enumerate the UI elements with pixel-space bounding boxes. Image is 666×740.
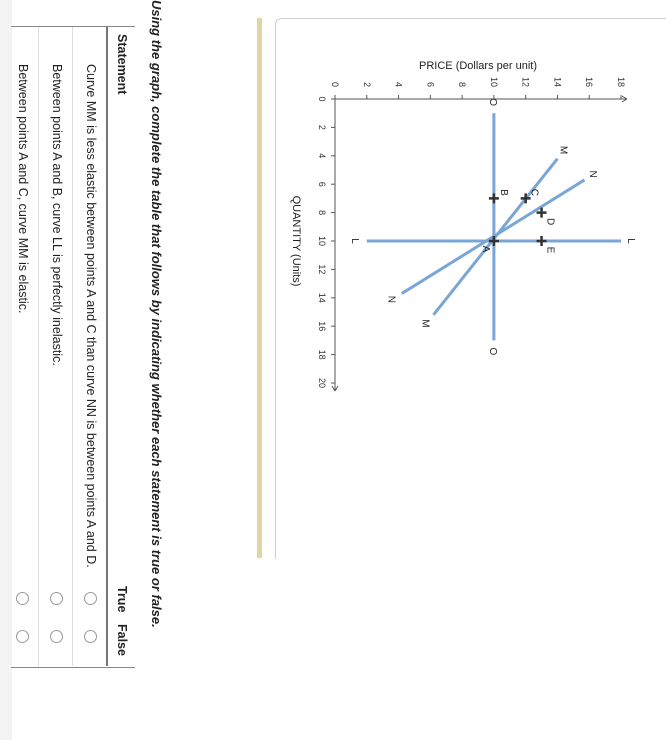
table-header — [106, 26, 135, 666]
curve-label: M — [419, 319, 431, 328]
instruction-text: Using the graph, complete the table that follows by indicating whether each statement is true or false. — [149, 0, 164, 628]
statement-text: Between points A and B, curve LL is perfectly inelastic. — [50, 64, 64, 366]
x-axis-label: QUANTITY (Units) — [290, 195, 302, 287]
curve-label: N — [586, 170, 598, 178]
point-label: C — [528, 188, 540, 197]
point-marker — [537, 236, 547, 246]
y-tick-label: 2 — [361, 81, 372, 87]
x-tick-label: 0 — [317, 96, 327, 102]
y-tick-label: 16 — [584, 76, 595, 87]
y-tick-label: 4 — [393, 81, 404, 87]
x-tick-label: 20 — [317, 377, 327, 389]
statement-text: Curve MM is less elastic between points A and C than curve NN is between points A and D. — [84, 64, 98, 568]
curve-label: N — [385, 295, 397, 303]
chart — [276, 19, 666, 559]
x-tick-label: 12 — [317, 264, 327, 275]
x-tick-label: 4 — [317, 153, 327, 159]
y-tick-label: 12 — [520, 76, 531, 87]
table-row — [5, 26, 38, 666]
y-tick-label: 14 — [552, 76, 563, 87]
x-tick-label: 2 — [317, 124, 327, 130]
curve-label: L — [625, 238, 636, 244]
x-tick-label: 14 — [317, 292, 327, 303]
point-label: A — [479, 245, 491, 253]
header-statement: Statement — [115, 34, 129, 95]
radio-true[interactable] — [16, 592, 29, 605]
y-tick-label: 6 — [425, 81, 436, 87]
curve-label: O — [486, 98, 498, 107]
curve-label: O — [486, 347, 498, 356]
radio-false[interactable] — [50, 630, 63, 643]
table-row — [72, 26, 106, 666]
statement-text: Between points A and C, curve MM is elastic. — [16, 64, 30, 314]
accent-bar — [257, 18, 262, 558]
curve-label: M — [557, 145, 569, 155]
radio-false[interactable] — [16, 630, 29, 643]
y-tick-label: 8 — [457, 81, 468, 87]
x-tick-label: 16 — [317, 321, 327, 332]
x-tick-label: 18 — [317, 349, 327, 360]
table-row — [38, 26, 72, 666]
header-false: False — [115, 624, 129, 656]
graph-panel — [275, 18, 666, 559]
y-tick-label: 10 — [488, 76, 499, 87]
y-axis-label: PRICE (Dollars per unit) — [419, 60, 537, 72]
y-tick-label: 18 — [616, 76, 626, 87]
point-label: B — [497, 189, 509, 196]
radio-true[interactable] — [50, 592, 63, 605]
x-tick-label: 8 — [317, 210, 327, 216]
radio-true[interactable] — [84, 592, 97, 605]
x-tick-label: 6 — [317, 181, 327, 187]
true-false-table — [5, 26, 135, 666]
radio-false[interactable] — [84, 630, 97, 643]
y-tick-label: 0 — [330, 81, 340, 87]
point-label: E — [544, 246, 556, 254]
point-label: D — [544, 217, 556, 226]
header-true: True — [115, 586, 129, 613]
curve-label: L — [348, 238, 360, 244]
x-tick-label: 10 — [317, 235, 327, 247]
